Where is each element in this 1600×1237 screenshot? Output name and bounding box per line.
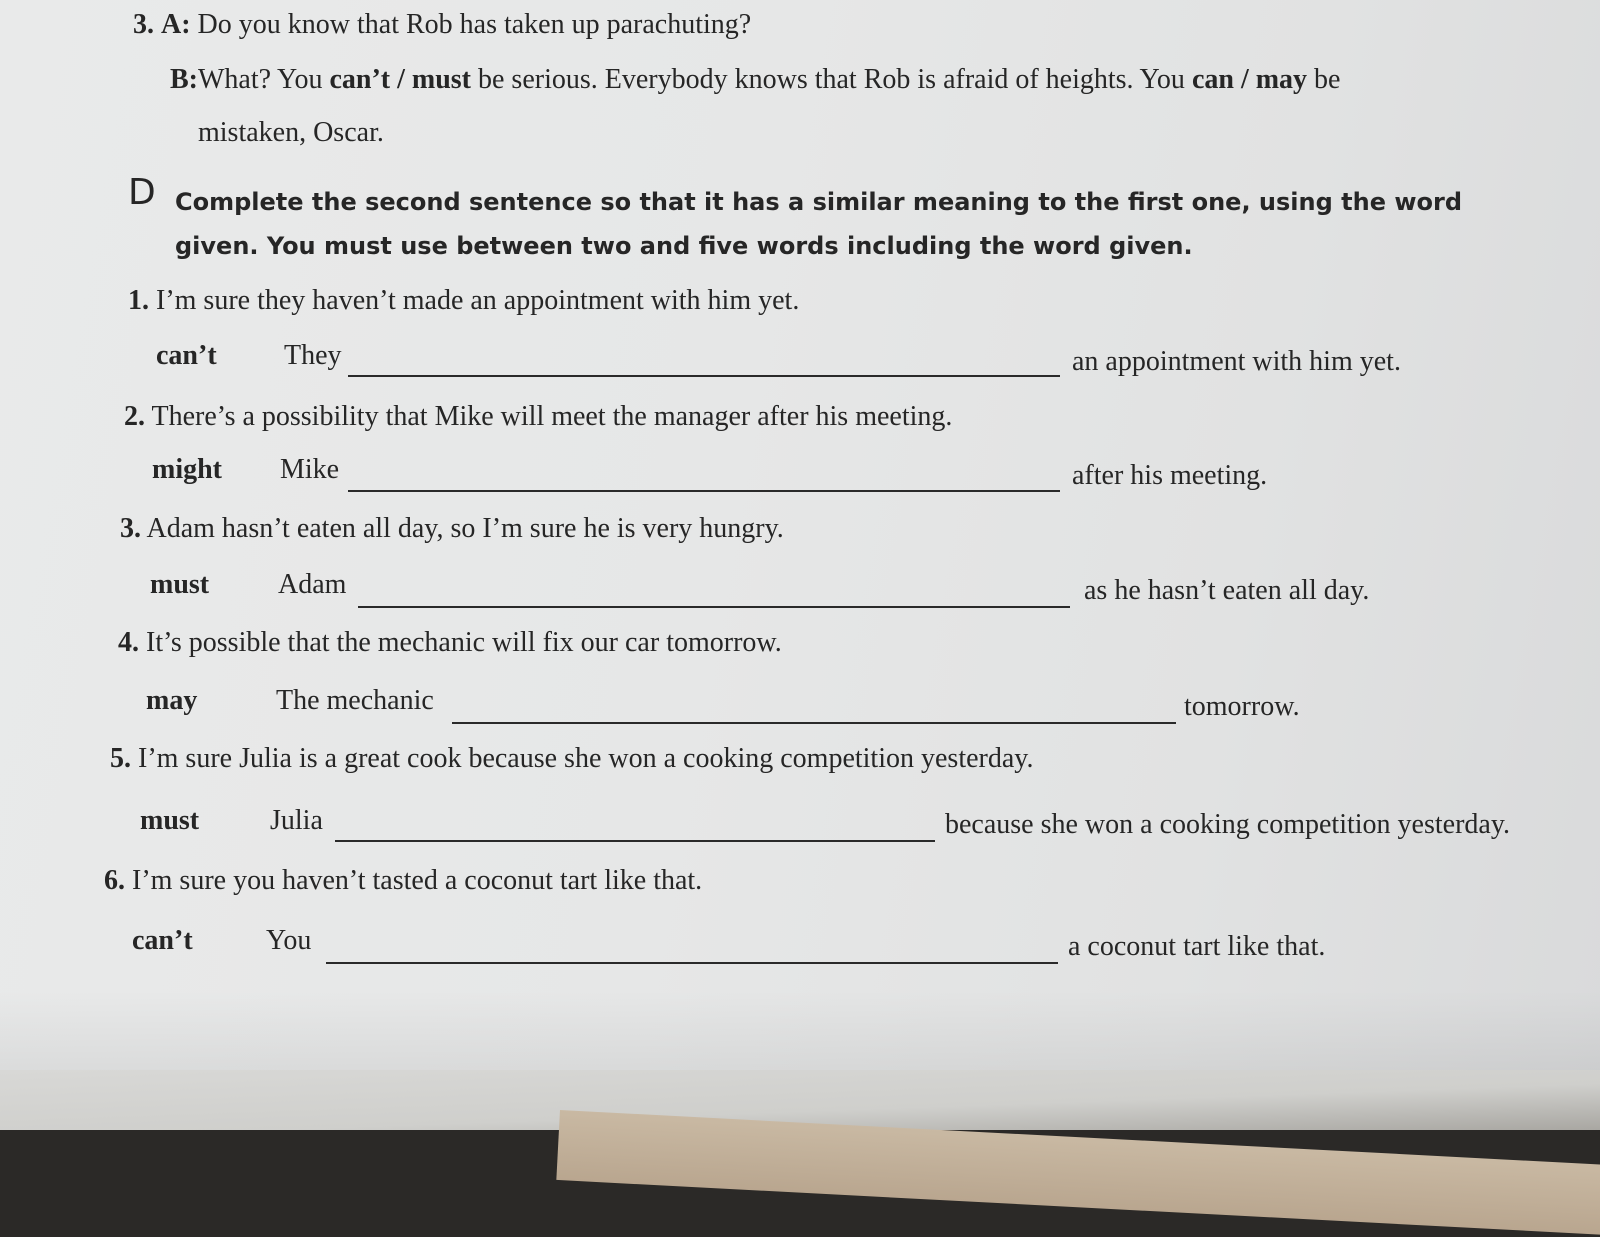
prev-exercise-question (133, 10, 751, 41)
item-sentence-end: because she won a cooking competition yesterday. (945, 809, 1511, 840)
prev-exercise-answer (170, 65, 1340, 96)
item-keyword: can’t (132, 925, 193, 956)
page-underneath (0, 1070, 1600, 1130)
speaker-a-text: Do you know that Rob has taken up parachuting? (197, 9, 752, 40)
item-sentence-start: Julia (270, 805, 323, 836)
speaker-a-label: A: (161, 9, 191, 40)
item-sentence-end: after his meeting. (1072, 460, 1268, 491)
section-letter: D (128, 172, 156, 213)
item-sentence-end: as he hasn’t eaten all day. (1084, 575, 1370, 606)
speaker-b-text-1: What? You (198, 64, 323, 95)
answer-input-4[interactable] (456, 688, 1172, 724)
item-number: 3. (120, 513, 141, 544)
answer-input-2[interactable] (352, 456, 1056, 492)
item-number: 1. (128, 285, 149, 316)
item-number: 6. (104, 865, 125, 896)
item-original-sentence: There’s a possibility that Mike will meet the manager after his meeting. (151, 401, 953, 432)
item-original-sentence: I’m sure Julia is a great cook because she won a cooking competition yesterday. (138, 743, 1034, 774)
item-sentence (124, 402, 952, 433)
item-sentence (110, 744, 1033, 775)
item-keyword: may (146, 685, 198, 716)
answer-input-3[interactable] (362, 572, 1066, 608)
item-sentence-start: Adam (278, 569, 347, 600)
answer-input-6[interactable] (330, 928, 1054, 964)
item-keyword: can’t (156, 340, 217, 371)
item-sentence-start: They (284, 340, 342, 371)
item-sentence-end: a coconut tart like that. (1068, 931, 1326, 962)
prev-exercise-number: 3. (133, 9, 154, 40)
item-sentence (118, 628, 782, 659)
item-sentence (120, 514, 784, 545)
item-original-sentence: I’m sure they haven’t made an appointment with him yet. (156, 285, 800, 316)
item-sentence-start: The mechanic (276, 685, 434, 716)
item-number: 2. (124, 401, 145, 432)
item-keyword: must (150, 569, 210, 600)
answer-input-1[interactable] (352, 341, 1056, 377)
item-sentence-end: tomorrow. (1184, 691, 1300, 722)
item-sentence (128, 286, 799, 317)
item-keyword: must (140, 805, 200, 836)
speaker-b-text-4: mistaken, Oscar. (198, 117, 384, 148)
item-original-sentence: I’m sure you haven’t tasted a coconut tart like that. (132, 865, 703, 896)
modal-choice-2[interactable]: can / may (1191, 64, 1308, 95)
item-sentence (104, 866, 702, 897)
item-sentence-start: You (266, 925, 312, 956)
modal-choice-1[interactable]: can’t / must (329, 64, 471, 95)
answer-input-5[interactable] (339, 806, 933, 842)
speaker-b-label: B: (170, 64, 198, 95)
item-keyword: might (152, 454, 222, 485)
speaker-b-text-2: be serious. Everybody knows that Rob is afraid of heights. You (478, 64, 1185, 95)
instruction-line-2: given. You must use between two and five words including the word given. (175, 232, 1193, 260)
item-sentence-end: an appointment with him yet. (1072, 346, 1401, 377)
item-sentence-start: Mike (280, 454, 340, 485)
item-original-sentence: It’s possible that the mechanic will fix our car tomorrow. (146, 627, 782, 658)
instruction-line-1: Complete the second sentence so that it has a similar meaning to the first one, using the word (175, 188, 1462, 216)
speaker-b-text-3: be (1314, 64, 1341, 95)
item-number: 4. (118, 627, 139, 658)
item-number: 5. (110, 743, 131, 774)
item-original-sentence: Adam hasn’t eaten all day, so I’m sure he is very hungry. (146, 513, 784, 544)
